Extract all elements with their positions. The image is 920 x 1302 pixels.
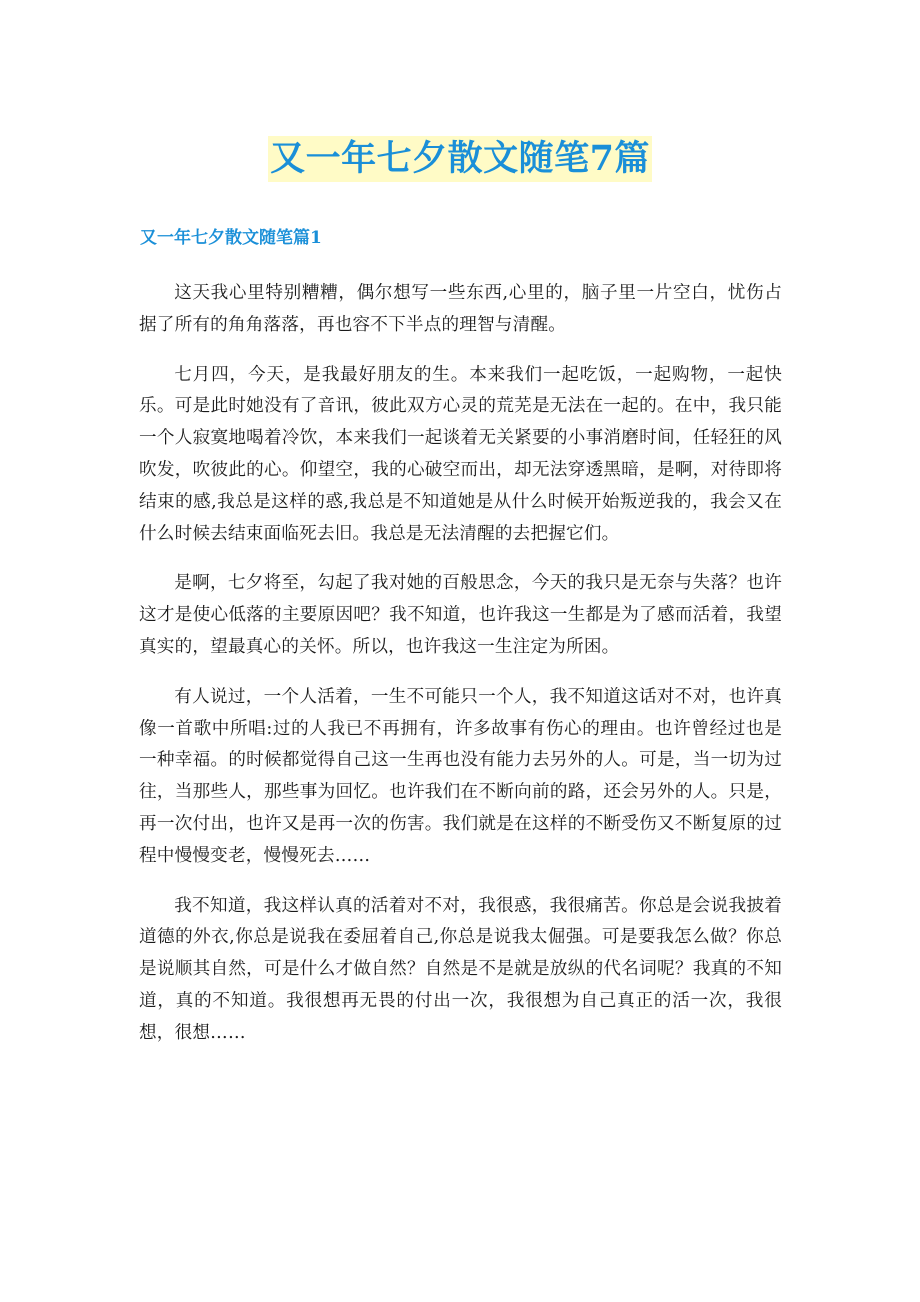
paragraph-4: 有人说过，一个人活着，一生不可能只一个人，我不知道这话对不对，也许真像一首歌中所唱:过的人我已不再拥有，许多故事有伤心的理由。也许曾经过也是一种幸福。的时候都觉得自己这一生再也没有能力去另外的人。可是，当一切为过往，当那些人，那些事为回忆。也许我们在不断向前的路，还会另外的人。只是，再一次付出，也许又是再一次的伤害。我们就是在这样的不断受伤又不断复原的过程中慢慢变老，慢慢死去…… xyxy=(139,686,782,866)
paragraph-3: 是啊，七夕将至，勾起了我对她的百般思念，今天的我只是无奈与失落？也许这才是使心低落的主要原因吧？我不知道，也许我这一生都是为了感而活着，我望真实的，望最真心的关怀。所以，也许我这一生注定为所困。 xyxy=(139,573,782,657)
title-container xyxy=(0,136,920,182)
paragraph-5: 我不知道，我这样认真的活着对不对，我很惑，我很痛苦。你总是会说我披着道德的外衣,你总是说我在委屈着自己,你总是说我太倔强。可是要我怎么做？你总是说顺其自然，可是什么才做自然？自然是不是就是放纵的代名词呢？我真的不知道，真的不知道。我很想再无畏的付出一次，我很想为自己真正的活一次，我很想，很想…… xyxy=(139,895,782,1043)
paragraph-2: 七月四，今天，是我最好朋友的生。本来我们一起吃饭，一起购物，一起快乐。可是此时她没有了音讯，彼此双方心灵的荒芜是无法在一起的。在中，我只能一个人寂寞地喝着冷饮，本来我们一起谈着无关紧要的小事消磨时间，任轻狂的风吹发，吹彼此的心。仰望空，我的心破空而出，却无法穿透黑暗，是啊，对待即将结束的感,我总是这样的惑,我总是不知道她是从什么时候开始叛逆我的，我会又在什么时候去结束面临死去旧。我总是无法清醒的去把握它们。 xyxy=(139,364,782,544)
article-body xyxy=(139,278,782,1068)
section-heading: 又一年七夕散文随笔篇1 xyxy=(140,228,322,248)
paragraph-1: 这天我心里特别糟糟，偶尔想写一些东西,心里的，脑子里一片空白，忧伤占据了所有的角角落落，再也容不下半点的理智与清醒。 xyxy=(139,283,782,335)
document-title: 又一年七夕散文随笔7篇 xyxy=(268,136,652,182)
